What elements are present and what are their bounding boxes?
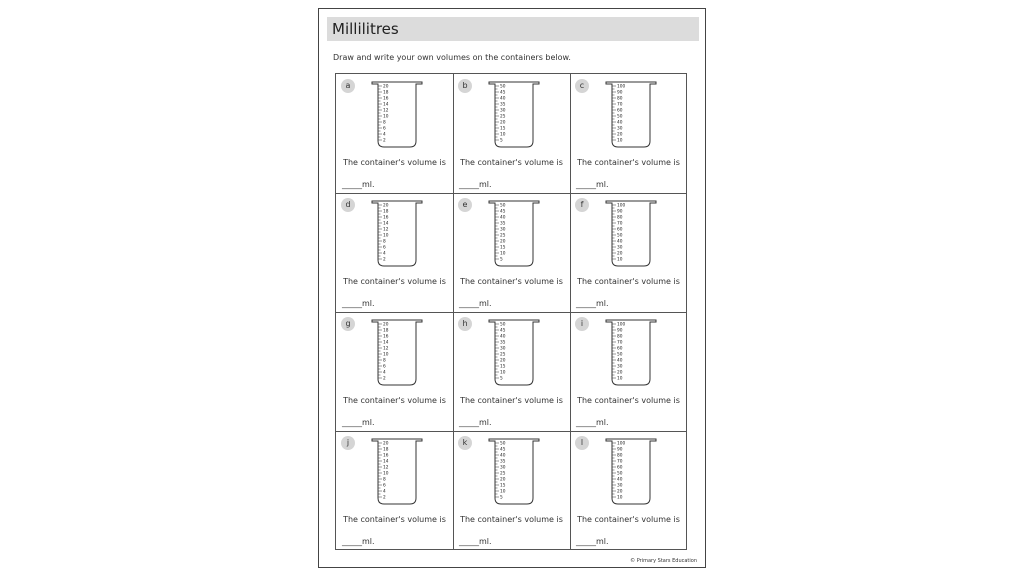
scale-label: 90 — [617, 90, 623, 96]
scale-label: 90 — [617, 328, 623, 334]
scale-label: 12 — [383, 108, 389, 114]
scale-label: 70 — [617, 221, 623, 227]
beaker-icon[interactable] — [604, 198, 658, 268]
scale-label: 2 — [383, 257, 386, 263]
scale-label: 40 — [617, 477, 623, 483]
scale-label: 4 — [383, 370, 386, 376]
scale-label: 16 — [383, 215, 389, 221]
scale-label: 8 — [383, 358, 386, 364]
container-letter-badge: f — [575, 198, 589, 212]
beaker-icon[interactable] — [370, 317, 424, 387]
scale-label: 20 — [617, 370, 623, 376]
container-letter-badge: g — [341, 317, 355, 331]
volume-prompt: The container's volume is — [343, 277, 446, 286]
scale-label: 45 — [500, 209, 506, 215]
scale-label: 30 — [500, 108, 506, 114]
scale-label: 4 — [383, 132, 386, 138]
scale-label: 18 — [383, 328, 389, 334]
scale-label: 25 — [500, 233, 506, 239]
scale-label: 50 — [500, 441, 506, 447]
scale-label: 100 — [617, 203, 626, 209]
answer-blank[interactable]: _____ml. — [576, 418, 609, 427]
scale-label: 10 — [617, 495, 623, 501]
scale-label: 20 — [617, 132, 623, 138]
scale-label: 20 — [500, 239, 506, 245]
volume-prompt: The container's volume is — [460, 515, 563, 524]
scale-label: 10 — [500, 251, 506, 257]
beaker-icon[interactable] — [604, 79, 658, 149]
scale-label: 40 — [617, 120, 623, 126]
scale-label: 4 — [383, 251, 386, 257]
scale-label: 5 — [500, 138, 503, 144]
scale-label: 2 — [383, 138, 386, 144]
scale-label: 6 — [383, 483, 386, 489]
scale-label: 30 — [500, 227, 506, 233]
scale-label: 6 — [383, 245, 386, 251]
answer-blank[interactable]: _____ml. — [576, 537, 609, 546]
scale-label: 10 — [383, 233, 389, 239]
scale-label: 90 — [617, 209, 623, 215]
scale-label: 100 — [617, 84, 626, 90]
scale-label: 10 — [383, 471, 389, 477]
container-letter-badge: l — [575, 436, 589, 450]
scale-label: 30 — [500, 346, 506, 352]
scale-label: 80 — [617, 215, 623, 221]
scale-label: 50 — [500, 322, 506, 328]
worksheet-page — [318, 8, 706, 568]
scale-label: 50 — [500, 84, 506, 90]
answer-blank[interactable]: _____ml. — [342, 299, 375, 308]
container-letter-badge: k — [458, 436, 472, 450]
scale-label: 70 — [617, 459, 623, 465]
answer-blank[interactable]: _____ml. — [342, 537, 375, 546]
scale-label: 18 — [383, 90, 389, 96]
scale-label: 10 — [617, 138, 623, 144]
scale-label: 18 — [383, 209, 389, 215]
container-cell — [336, 74, 453, 193]
scale-label: 14 — [383, 459, 389, 465]
scale-label: 8 — [383, 239, 386, 245]
scale-label: 100 — [617, 441, 626, 447]
volume-prompt: The container's volume is — [460, 277, 563, 286]
answer-blank[interactable]: _____ml. — [576, 299, 609, 308]
container-letter-badge: i — [575, 317, 589, 331]
scale-label: 20 — [383, 322, 389, 328]
scale-label: 25 — [500, 471, 506, 477]
scale-label: 5 — [500, 495, 503, 501]
beaker-icon[interactable] — [487, 198, 541, 268]
scale-label: 18 — [383, 447, 389, 453]
scale-label: 45 — [500, 328, 506, 334]
scale-label: 4 — [383, 489, 386, 495]
volume-prompt: The container's volume is — [577, 515, 680, 524]
scale-label: 60 — [617, 465, 623, 471]
copyright-text: © Primary Stars Education — [630, 558, 697, 564]
container-cell — [570, 193, 687, 312]
volume-prompt: The container's volume is — [343, 158, 446, 167]
scale-label: 35 — [500, 102, 506, 108]
scale-label: 40 — [500, 215, 506, 221]
container-cell — [570, 312, 687, 431]
scale-label: 20 — [500, 477, 506, 483]
answer-blank[interactable]: _____ml. — [342, 180, 375, 189]
scale-label: 16 — [383, 334, 389, 340]
scale-label: 14 — [383, 221, 389, 227]
scale-label: 5 — [500, 376, 503, 382]
scale-label: 25 — [500, 352, 506, 358]
answer-blank[interactable]: _____ml. — [459, 180, 492, 189]
scale-label: 20 — [383, 203, 389, 209]
scale-label: 15 — [500, 483, 506, 489]
scale-label: 10 — [617, 257, 623, 263]
scale-label: 20 — [500, 120, 506, 126]
scale-label: 20 — [383, 84, 389, 90]
scale-label: 30 — [617, 126, 623, 132]
volume-prompt: The container's volume is — [577, 396, 680, 405]
scale-label: 60 — [617, 227, 623, 233]
container-cell — [453, 431, 570, 550]
container-cell — [453, 193, 570, 312]
scale-label: 30 — [500, 465, 506, 471]
scale-label: 80 — [617, 96, 623, 102]
container-cell — [336, 431, 453, 550]
scale-label: 60 — [617, 108, 623, 114]
scale-label: 20 — [500, 358, 506, 364]
beaker-icon[interactable] — [370, 79, 424, 149]
scale-label: 70 — [617, 102, 623, 108]
scale-label: 50 — [617, 114, 623, 120]
container-cell — [570, 74, 687, 193]
beaker-icon[interactable] — [487, 79, 541, 149]
scale-label: 45 — [500, 90, 506, 96]
scale-label: 14 — [383, 102, 389, 108]
container-letter-badge: d — [341, 198, 355, 212]
scale-label: 16 — [383, 96, 389, 102]
scale-label: 40 — [617, 239, 623, 245]
container-letter-badge: c — [575, 79, 589, 93]
scale-label: 50 — [617, 352, 623, 358]
volume-prompt: The container's volume is — [460, 158, 563, 167]
scale-label: 50 — [617, 471, 623, 477]
container-cell — [336, 312, 453, 431]
scale-label: 12 — [383, 227, 389, 233]
scale-label: 12 — [383, 465, 389, 471]
scale-label: 100 — [617, 322, 626, 328]
container-letter-badge: j — [341, 436, 355, 450]
scale-label: 80 — [617, 334, 623, 340]
scale-label: 45 — [500, 447, 506, 453]
scale-label: 40 — [500, 334, 506, 340]
scale-label: 40 — [500, 96, 506, 102]
scale-label: 15 — [500, 245, 506, 251]
answer-blank[interactable]: _____ml. — [459, 537, 492, 546]
scale-label: 35 — [500, 340, 506, 346]
container-cell — [570, 431, 687, 550]
scale-label: 30 — [617, 245, 623, 251]
volume-prompt: The container's volume is — [343, 396, 446, 405]
scale-label: 2 — [383, 495, 386, 501]
scale-label: 90 — [617, 447, 623, 453]
container-cell — [336, 193, 453, 312]
scale-label: 70 — [617, 340, 623, 346]
beaker-icon[interactable] — [487, 317, 541, 387]
scale-label: 10 — [383, 352, 389, 358]
scale-label: 10 — [500, 489, 506, 495]
scale-label: 20 — [617, 489, 623, 495]
scale-label: 10 — [383, 114, 389, 120]
scale-label: 10 — [617, 376, 623, 382]
container-letter-badge: b — [458, 79, 472, 93]
scale-label: 6 — [383, 364, 386, 370]
answer-blank[interactable]: _____ml. — [459, 418, 492, 427]
scale-label: 16 — [383, 453, 389, 459]
container-grid — [335, 73, 687, 550]
volume-prompt: The container's volume is — [460, 396, 563, 405]
scale-label: 20 — [383, 441, 389, 447]
container-letter-badge: h — [458, 317, 472, 331]
beaker-icon[interactable] — [487, 436, 541, 506]
beaker-icon[interactable] — [604, 436, 658, 506]
answer-blank[interactable]: _____ml. — [576, 180, 609, 189]
volume-prompt: The container's volume is — [577, 158, 680, 167]
answer-blank[interactable]: _____ml. — [342, 418, 375, 427]
beaker-icon[interactable] — [604, 317, 658, 387]
container-cell — [453, 74, 570, 193]
volume-prompt: The container's volume is — [343, 515, 446, 524]
beaker-icon[interactable] — [370, 436, 424, 506]
beaker-icon[interactable] — [370, 198, 424, 268]
scale-label: 6 — [383, 126, 386, 132]
scale-label: 8 — [383, 477, 386, 483]
scale-label: 20 — [617, 251, 623, 257]
answer-blank[interactable]: _____ml. — [459, 299, 492, 308]
scale-label: 10 — [500, 132, 506, 138]
scale-label: 8 — [383, 120, 386, 126]
scale-label: 10 — [500, 370, 506, 376]
page-title: Millilitres — [327, 17, 699, 41]
scale-label: 15 — [500, 364, 506, 370]
scale-label: 5 — [500, 257, 503, 263]
container-cell — [453, 312, 570, 431]
scale-label: 12 — [383, 346, 389, 352]
container-letter-badge: e — [458, 198, 472, 212]
scale-label: 40 — [617, 358, 623, 364]
scale-label: 40 — [500, 453, 506, 459]
scale-label: 80 — [617, 453, 623, 459]
scale-label: 2 — [383, 376, 386, 382]
scale-label: 60 — [617, 346, 623, 352]
scale-label: 25 — [500, 114, 506, 120]
scale-label: 50 — [500, 203, 506, 209]
scale-label: 14 — [383, 340, 389, 346]
scale-label: 50 — [617, 233, 623, 239]
scale-label: 35 — [500, 221, 506, 227]
scale-label: 30 — [617, 483, 623, 489]
scale-label: 30 — [617, 364, 623, 370]
instructions-text: Draw and write your own volumes on the containers below. — [333, 53, 571, 62]
container-letter-badge: a — [341, 79, 355, 93]
scale-label: 35 — [500, 459, 506, 465]
volume-prompt: The container's volume is — [577, 277, 680, 286]
scale-label: 15 — [500, 126, 506, 132]
